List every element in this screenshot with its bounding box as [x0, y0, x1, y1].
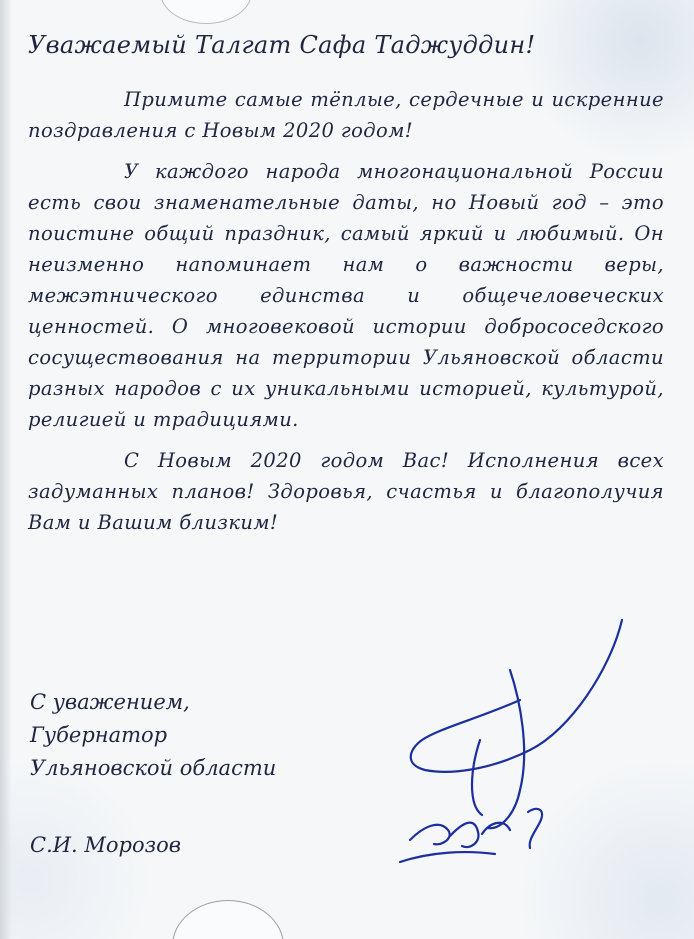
handwritten-signature — [370, 600, 650, 890]
greeting: Уважаемый Талгат Сафа Таджуддин! — [28, 31, 536, 59]
card-slot-top — [160, 0, 252, 24]
paragraph-wishes: С Новым 2020 годом Вас! Исполнения всех задуманных планов! Здоровья, счастья и благополучия Вам и Вашим близким! — [28, 449, 664, 534]
signatory-name: С.И. Морозов — [30, 833, 181, 857]
closing-regards: С уважением, — [30, 690, 190, 714]
paragraph-new-year-meaning: У каждого народа многонациональной России есть свои знаменательные даты, но Новый год – это поистине общий праздник, самый яркий и любимый. Он неизменно напоминает нам о важности веры, межэтнического единства и общечеловеческих ценностей. О многовековой истории добрососедского сосуществования на территории Ульяновской области разных народов с их уникальными историей, культурой, религией и традициями. — [28, 160, 664, 431]
paragraph-congratulations: Примите самые тёплые, сердечные и искренние поздравления с Новым 2020 годом! — [28, 88, 664, 142]
closing-position: Губернатор — [30, 723, 168, 747]
closing-block — [30, 686, 276, 785]
closing-region: Ульяновской области — [30, 756, 277, 780]
card-slot-bottom — [172, 900, 284, 939]
card-edge-shadow — [0, 0, 12, 939]
letter-body — [28, 28, 664, 538]
